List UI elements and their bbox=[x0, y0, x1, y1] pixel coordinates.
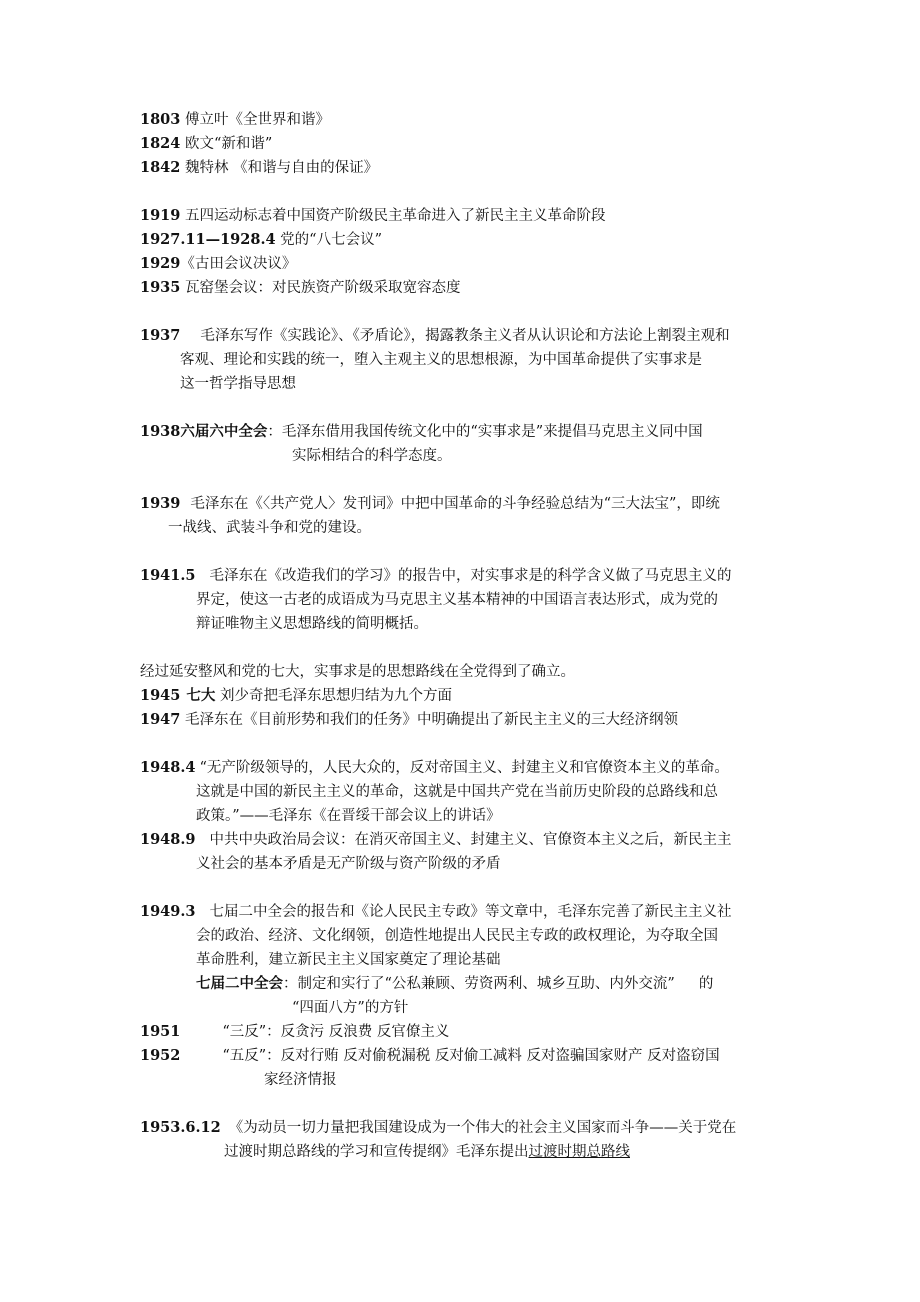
entry-1939: 1939 毛泽东在《〈共产党人〉发刊词》中把中国革命的斗争经验总结为“三大法宝”，即统 一战线、武装斗争和党的建设。 bbox=[140, 495, 720, 536]
entry-1842: 1842 魏特林 《和谐与自由的保证》 bbox=[140, 159, 379, 176]
entry-1951: 1951 “三反”：反贪污 反浪费 反官僚主义 bbox=[140, 1023, 450, 1040]
entry-1937: 1937 毛泽东写作《实践论》、《矛盾论》，揭露教条主义者从认识论和方法论上割裂主观和 客观、理论和实践的统一，堕入主观主义的思想根源，为中国革命提供了实事求是 这一哲学指导思想 bbox=[140, 327, 730, 392]
yanan-statement: 经过延安整风和党的七大，实事求是的思想路线在全党得到了确立。 bbox=[140, 664, 575, 680]
document-page bbox=[140, 108, 790, 1164]
entry-1948-4: 1948.4 “无产阶级领导的，人民大众的，反对帝国主义、封建主义和官僚资本主义的革命。 这就是中国的新民主主义的革命，这就是中国共产党在当前历史阶段的总路线和总 政策。”——毛泽东《在晋绥干部会议上的讲话》 bbox=[140, 759, 729, 824]
entry-1803: 1803 傅立叶《全世界和谐》 bbox=[140, 111, 330, 128]
entry-1953: 1953.6.12 《为动员一切力量把我国建设成为一个伟大的社会主义国家而斗争——关于党在 过渡时期总路线的学习和宣传提纲》毛泽东提出过渡时期总路线 bbox=[140, 1119, 737, 1160]
entry-1935: 1935 瓦窑堡会议：对民族资产阶级采取宽容态度 bbox=[140, 279, 461, 296]
general-line-underlined: 过渡时期总路线 bbox=[528, 1144, 630, 1160]
entry-1945: 1945 七大 刘少奇把毛泽东思想归结为九个方面 bbox=[140, 687, 452, 704]
entry-1919: 1919 五四运动标志着中国资产阶级民主革命进入了新民主主义革命阶段 bbox=[140, 207, 606, 224]
entry-1824: 1824 欧文“新和谐” bbox=[140, 135, 273, 152]
entry-1952: 1952 “五反”：反对行贿 反对偷税漏税 反对偷工减料 反对盗骗国家财产 反对盗窃国 家经济情报 bbox=[140, 1047, 720, 1088]
entry-1949: 1949.3 七届二中全会的报告和《论人民民主专政》等文章中，毛泽东完善了新民主主义社 会的政治、经济、文化纲领，创造性地提出人民民主专政的政权理论，为夺取全国 革命胜利，建立新民主主义国家奠定了理论基础 七届二中全会：制定和实行了“公私兼顾、劳资两利、城乡互助、内外交流” 的 “四面八方”的方针 bbox=[140, 903, 732, 1016]
entry-1927: 1927.11—1928.4 党的“八七会议” bbox=[140, 231, 383, 248]
entry-1947: 1947 毛泽东在《目前形势和我们的任务》中明确提出了新民主主义的三大经济纲领 bbox=[140, 711, 678, 728]
entry-1941: 1941.5 毛泽东在《改造我们的学习》的报告中，对实事求是的科学含义做了马克思主义的 界定，使这一古老的成语成为马克思主义基本精神的中国语言表达形式，成为党的 辩证唯物主义思想路线的简明概括。 bbox=[140, 567, 732, 632]
entry-1929: 1929《古田会议决议》 bbox=[140, 255, 297, 272]
entry-1948-9: 1948.9 中共中央政治局会议：在消灭帝国主义、封建主义、官僚资本主义之后，新民主主 义社会的基本矛盾是无产阶级与资产阶级的矛盾 bbox=[140, 831, 732, 872]
entry-1938: 1938六届六中全会：毛泽东借用我国传统文化中的“实事求是”来提倡马克思主义同中国 实际相结合的科学态度。 bbox=[140, 423, 703, 464]
